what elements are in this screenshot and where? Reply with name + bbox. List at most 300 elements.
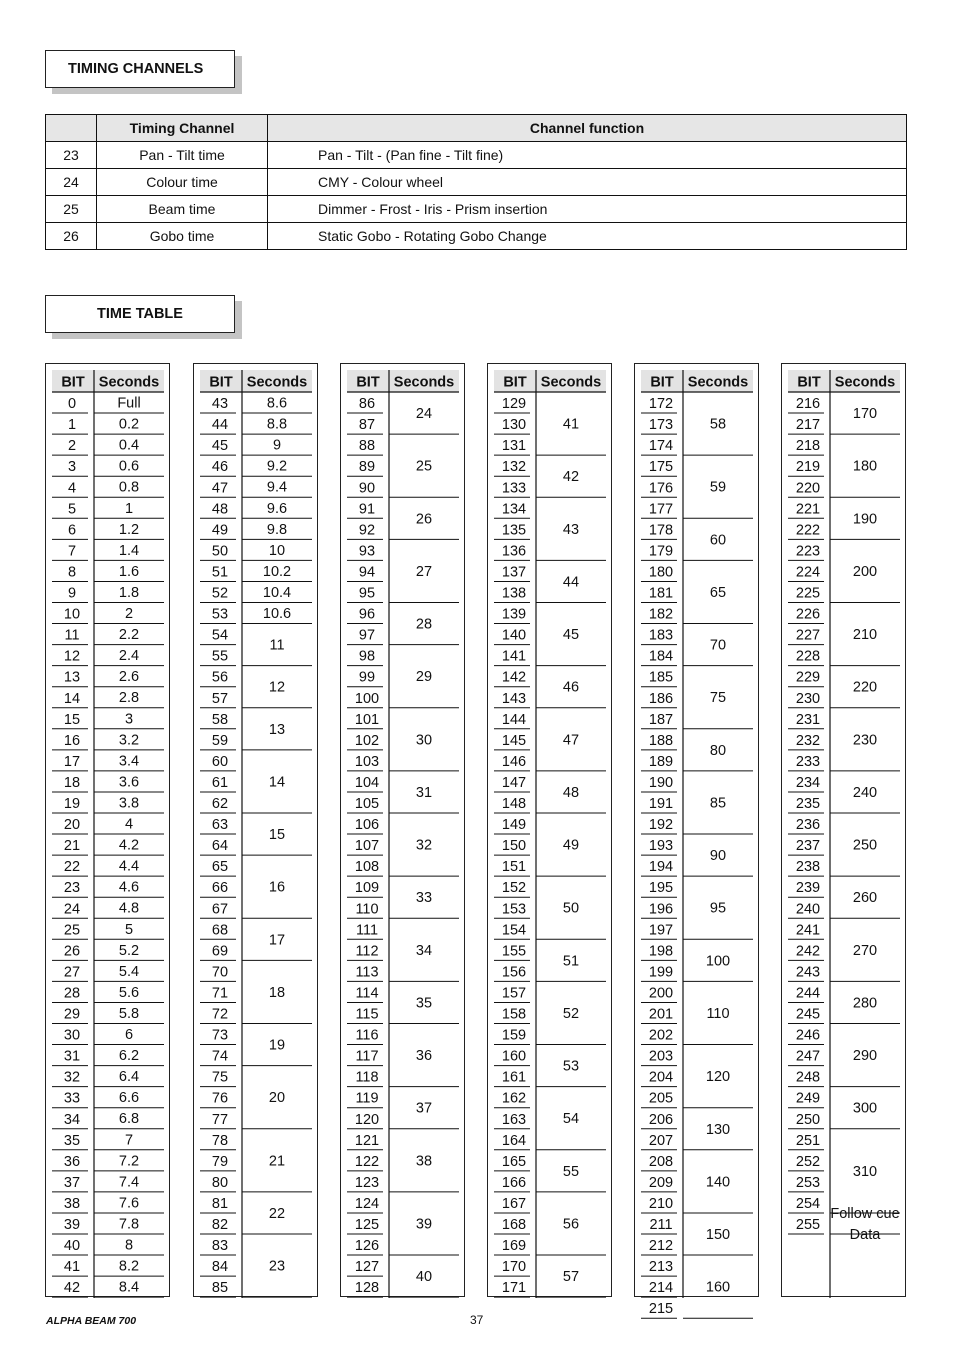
seconds-value: 59 — [709, 479, 727, 496]
bit-value: 114 — [355, 985, 379, 1002]
bit-value: 65 — [211, 859, 229, 876]
seconds-value: 32 — [415, 837, 433, 854]
seconds-value: 18 — [268, 984, 286, 1001]
seconds-value: 31 — [415, 784, 433, 801]
seconds-value: 10.6 — [262, 606, 292, 623]
bit-value: 222 — [795, 522, 821, 539]
bit-value: 82 — [211, 1217, 229, 1233]
seconds-value: 1.6 — [118, 563, 140, 580]
bit-value: 13 — [63, 669, 81, 686]
bit-value: 165 — [501, 1153, 527, 1170]
bit-value: 24 — [63, 901, 81, 918]
seconds-value: 46 — [562, 679, 580, 696]
bit-value: 136 — [501, 543, 527, 560]
bit-value: 92 — [358, 522, 376, 539]
time-table-svg — [194, 364, 319, 1298]
bit-value: 173 — [648, 417, 674, 434]
bit-value: 156 — [501, 964, 527, 981]
bit-value: 108 — [354, 859, 380, 876]
time-table-column-5 — [634, 363, 759, 1318]
table-row — [46, 223, 907, 250]
bit-value: 200 — [648, 985, 674, 1002]
seconds-value: 37 — [415, 1100, 433, 1117]
time-table-column-1 — [45, 363, 170, 1297]
bit-value: 183 — [648, 627, 674, 644]
seconds-value: 24 — [415, 406, 433, 423]
seconds-value: 210 — [852, 627, 878, 644]
timing-channel: Gobo time — [97, 223, 268, 250]
bit-value: 54 — [211, 627, 229, 644]
bit-value: 102 — [354, 732, 380, 749]
seconds-value: 12 — [268, 679, 286, 696]
bit-value: 95 — [358, 585, 376, 602]
bit-value: 7 — [67, 543, 77, 560]
bit-value: 85 — [211, 1280, 229, 1297]
bit-value: 216 — [795, 396, 821, 413]
seconds-value: 57 — [562, 1269, 580, 1286]
seconds-value: 36 — [415, 1048, 433, 1065]
bit-value: 90 — [358, 480, 376, 497]
bit-value: 161 — [501, 1069, 527, 1086]
bit-value: 123 — [354, 1174, 380, 1191]
seconds-value: 50 — [562, 900, 580, 917]
bit-value: 250 — [795, 1111, 821, 1128]
seconds-value: 7.2 — [118, 1153, 140, 1170]
seconds-value: 1 — [124, 500, 134, 517]
time-table-svg — [488, 364, 613, 1298]
header-bit: BIT — [650, 374, 674, 391]
seconds-value: 130 — [705, 1121, 731, 1138]
bit-value: 189 — [648, 753, 674, 770]
bit-value: 37 — [63, 1174, 81, 1191]
bit-value: 239 — [795, 880, 821, 897]
bit-value: 20 — [63, 817, 81, 834]
seconds-value: 4.8 — [118, 900, 140, 917]
seconds-value: 3.6 — [118, 774, 140, 791]
seconds-value: 6.4 — [118, 1069, 140, 1086]
seconds-value: 9.8 — [266, 521, 288, 538]
timing-channels-table — [45, 114, 907, 250]
bit-value: 193 — [648, 838, 674, 855]
seconds-value: 310 — [852, 1163, 878, 1180]
bit-value: 72 — [211, 1006, 229, 1023]
header-seconds: Seconds — [246, 374, 308, 391]
bit-value: 242 — [795, 943, 821, 960]
bit-value: 130 — [501, 417, 527, 434]
bit-value: 141 — [501, 648, 527, 665]
seconds-value: 290 — [852, 1048, 878, 1065]
bit-value: 149 — [501, 817, 527, 834]
bit-value: 31 — [63, 1048, 81, 1065]
bit-value: 205 — [648, 1090, 674, 1107]
seconds-value: 10 — [268, 542, 286, 559]
bit-value: 107 — [354, 838, 380, 855]
bit-value: 190 — [648, 774, 674, 791]
bit-value: 184 — [648, 648, 674, 665]
seconds-value: 20 — [268, 1090, 286, 1107]
channel-number: 25 — [46, 196, 97, 223]
bit-value: 78 — [211, 1132, 229, 1149]
bit-value: 117 — [355, 1048, 379, 1065]
seconds-value: Full — [117, 395, 141, 412]
bit-value: 159 — [501, 1027, 527, 1044]
header-seconds: Seconds — [393, 374, 455, 391]
bit-value: 232 — [795, 732, 821, 749]
seconds-value: 95 — [709, 900, 727, 917]
bit-value: 14 — [63, 690, 81, 707]
bit-value: 19 — [63, 796, 81, 812]
seconds-value: 5 — [124, 921, 134, 938]
header-timing-channel: Timing Channel — [97, 115, 268, 142]
bit-value: 60 — [211, 753, 229, 770]
seconds-value: 75 — [709, 690, 727, 707]
bit-value: 241 — [795, 922, 821, 939]
seconds-value: 8.8 — [266, 416, 288, 433]
bit-value: 198 — [648, 943, 674, 960]
bit-value: 144 — [501, 711, 527, 728]
seconds-value: 7 — [124, 1132, 134, 1149]
seconds-value: 9 — [272, 437, 282, 454]
header-channel-number — [46, 115, 97, 142]
bit-value: 218 — [795, 438, 821, 455]
seconds-value: Data — [849, 1227, 881, 1243]
bit-value: 177 — [648, 501, 674, 518]
seconds-value: 14 — [268, 774, 286, 791]
bit-value: 10 — [63, 606, 81, 623]
bit-value: 226 — [795, 606, 821, 623]
bit-value: 66 — [211, 880, 229, 897]
table-row — [46, 196, 907, 223]
seconds-value: 45 — [562, 627, 580, 644]
bit-value: 137 — [501, 564, 527, 581]
bit-value: 8 — [67, 564, 77, 581]
seconds-value: 7.4 — [118, 1174, 140, 1191]
seconds-value: 4 — [124, 816, 134, 833]
seconds-value: 2 — [124, 606, 134, 623]
bit-value: 160 — [501, 1048, 527, 1065]
bit-value: 55 — [211, 648, 229, 665]
seconds-value: 56 — [562, 1216, 580, 1233]
header-seconds: Seconds — [687, 374, 749, 391]
seconds-value: 6.8 — [118, 1111, 140, 1128]
bit-value: 44 — [211, 417, 229, 434]
bit-value: 112 — [355, 943, 379, 960]
seconds-value: 2.6 — [118, 669, 140, 686]
bit-value: 116 — [355, 1027, 379, 1044]
bit-value: 252 — [795, 1153, 821, 1170]
bit-value: 30 — [63, 1027, 81, 1044]
header-channel-function: Channel function — [268, 115, 907, 142]
bit-value: 115 — [355, 1006, 379, 1023]
seconds-value: 260 — [852, 890, 878, 907]
bit-value: 194 — [648, 859, 674, 876]
seconds-value: 42 — [562, 469, 580, 486]
bit-value: 104 — [354, 774, 380, 791]
header-bit: BIT — [61, 374, 85, 391]
seconds-value: 170 — [852, 406, 878, 423]
bit-value: 0 — [67, 396, 77, 413]
bit-value: 210 — [648, 1195, 674, 1212]
seconds-value: 8.6 — [266, 395, 288, 412]
seconds-value: 52 — [562, 1005, 580, 1022]
bit-value: 80 — [211, 1174, 229, 1191]
bit-value: 233 — [795, 753, 821, 770]
bit-value: 224 — [795, 564, 821, 581]
bit-value: 140 — [501, 627, 527, 644]
bit-value: 247 — [795, 1048, 821, 1065]
seconds-value: 55 — [562, 1163, 580, 1180]
channel-function: CMY - Colour wheel — [268, 169, 907, 196]
seconds-value: 1.2 — [118, 521, 140, 538]
bit-value: 94 — [358, 564, 376, 581]
bit-value: 129 — [501, 396, 527, 413]
seconds-value: 2.2 — [118, 627, 140, 644]
seconds-value: 11 — [269, 637, 285, 654]
bit-value: 174 — [648, 438, 674, 455]
bit-value: 154 — [501, 922, 527, 939]
seconds-value: 150 — [705, 1227, 731, 1243]
bit-value: 246 — [795, 1027, 821, 1044]
seconds-value: 39 — [415, 1216, 433, 1233]
seconds-value: 58 — [709, 416, 727, 433]
seconds-value: 230 — [852, 732, 878, 749]
bit-value: 228 — [795, 648, 821, 665]
time-table-label: TIME TABLE — [45, 295, 235, 333]
seconds-value: 0.6 — [118, 458, 140, 475]
bit-value: 87 — [358, 417, 376, 434]
seconds-value: 4.4 — [118, 858, 140, 875]
timing-channel: Colour time — [97, 169, 268, 196]
seconds-value: 8 — [124, 1237, 134, 1254]
seconds-value: 120 — [705, 1069, 731, 1086]
bit-value: 119 — [355, 1090, 379, 1107]
bit-value: 74 — [211, 1048, 229, 1065]
bit-value: 238 — [795, 859, 821, 876]
bit-value: 251 — [795, 1132, 821, 1149]
seconds-value: 7.8 — [118, 1216, 140, 1233]
seconds-value: 13 — [268, 721, 286, 738]
seconds-value: 0.4 — [118, 437, 140, 454]
bit-value: 199 — [648, 964, 674, 981]
seconds-value: 10.2 — [262, 563, 292, 580]
bit-value: 4 — [67, 480, 77, 497]
seconds-value: 160 — [705, 1279, 731, 1296]
seconds-value: 44 — [562, 574, 580, 591]
bit-value: 164 — [501, 1132, 527, 1149]
table-row — [46, 142, 907, 169]
seconds-value: 8.2 — [118, 1258, 140, 1275]
bit-value: 101 — [354, 711, 380, 728]
seconds-value: 110 — [706, 1005, 730, 1022]
bit-value: 244 — [795, 985, 821, 1002]
header-bit: BIT — [797, 374, 821, 391]
bit-value: 133 — [501, 480, 527, 497]
bit-value: 105 — [354, 796, 380, 812]
seconds-value: 2.8 — [118, 690, 140, 707]
bit-value: 254 — [795, 1195, 821, 1212]
time-table-column-2 — [193, 363, 318, 1297]
bit-value: 243 — [795, 964, 821, 981]
bit-value: 51 — [211, 564, 229, 581]
bit-value: 147 — [501, 774, 527, 791]
seconds-value: 7.6 — [118, 1195, 140, 1212]
bit-value: 181 — [648, 585, 674, 602]
seconds-value: 190 — [852, 511, 878, 528]
bit-value: 32 — [63, 1069, 81, 1086]
time-table-svg — [46, 364, 171, 1298]
bit-value: 146 — [501, 753, 527, 770]
bit-value: 150 — [501, 838, 527, 855]
channel-function: Dimmer - Frost - Iris - Prism insertion — [268, 196, 907, 223]
bit-value: 170 — [501, 1259, 527, 1276]
bit-value: 120 — [354, 1111, 380, 1128]
bit-value: 70 — [211, 964, 229, 981]
seconds-value: 9.4 — [266, 479, 288, 496]
bit-value: 152 — [501, 880, 527, 897]
bit-value: 100 — [354, 690, 380, 707]
bit-value: 204 — [648, 1069, 674, 1086]
seconds-value: Follow cue — [830, 1205, 900, 1222]
bit-value: 234 — [795, 774, 821, 791]
bit-value: 217 — [795, 417, 821, 434]
bit-value: 214 — [648, 1280, 674, 1297]
seconds-value: 10.4 — [262, 584, 292, 601]
seconds-value: 250 — [852, 837, 878, 854]
seconds-value: 22 — [268, 1205, 286, 1222]
seconds-value: 0.2 — [118, 416, 140, 433]
seconds-value: 15 — [268, 827, 286, 844]
bit-value: 162 — [501, 1090, 527, 1107]
bit-value: 49 — [211, 522, 229, 539]
bit-value: 195 — [648, 880, 674, 897]
seconds-value: 5.8 — [118, 1005, 140, 1022]
bit-value: 172 — [648, 396, 674, 413]
seconds-value: 5.6 — [118, 984, 140, 1001]
seconds-value: 54 — [562, 1111, 580, 1128]
seconds-value: 70 — [709, 637, 727, 654]
timing-channels-label: TIMING CHANNELS — [45, 50, 235, 88]
bit-value: 42 — [63, 1280, 81, 1297]
seconds-value: 35 — [415, 995, 433, 1012]
seconds-value: 0.8 — [118, 479, 140, 496]
bit-value: 124 — [354, 1195, 380, 1212]
bit-value: 110 — [355, 901, 379, 918]
seconds-value: 3.2 — [118, 732, 140, 749]
bit-value: 113 — [355, 964, 379, 981]
bit-value: 98 — [358, 648, 376, 665]
bit-value: 17 — [63, 753, 81, 770]
bit-value: 109 — [354, 880, 380, 897]
channel-function: Static Gobo - Rotating Gobo Change — [268, 223, 907, 250]
seconds-value: 33 — [415, 890, 433, 907]
bit-value: 132 — [501, 459, 527, 476]
bit-value: 143 — [501, 690, 527, 707]
bit-value: 122 — [354, 1153, 380, 1170]
time-table-svg — [782, 364, 907, 1298]
channel-number: 23 — [46, 142, 97, 169]
seconds-value: 19 — [268, 1037, 286, 1054]
channel-number: 24 — [46, 169, 97, 196]
bit-value: 88 — [358, 438, 376, 455]
bit-value: 73 — [211, 1027, 229, 1044]
product-name: ALPHA BEAM 700 — [46, 1315, 137, 1327]
bit-value: 16 — [63, 732, 81, 749]
bit-value: 182 — [648, 606, 674, 623]
bit-value: 84 — [211, 1259, 229, 1276]
bit-value: 197 — [648, 922, 674, 939]
seconds-value: 6 — [124, 1027, 134, 1044]
bit-value: 91 — [358, 501, 376, 518]
bit-value: 126 — [354, 1238, 380, 1255]
seconds-value: 9.6 — [266, 500, 288, 517]
bit-value: 64 — [211, 838, 229, 855]
bit-value: 163 — [501, 1111, 527, 1128]
bit-value: 220 — [795, 480, 821, 497]
bit-value: 196 — [648, 901, 674, 918]
seconds-value: 85 — [709, 795, 727, 812]
bit-value: 86 — [358, 396, 376, 413]
seconds-value: 25 — [415, 458, 433, 475]
bit-value: 235 — [795, 796, 821, 812]
bit-value: 148 — [501, 796, 527, 812]
bit-value: 153 — [501, 901, 527, 918]
bit-value: 18 — [63, 774, 81, 791]
seconds-value: 51 — [562, 953, 580, 970]
bit-value: 79 — [211, 1153, 229, 1170]
bit-value: 28 — [63, 985, 81, 1002]
seconds-value: 80 — [709, 742, 727, 759]
bit-value: 187 — [648, 711, 674, 728]
bit-value: 111 — [355, 922, 379, 939]
bit-value: 209 — [648, 1174, 674, 1191]
channel-number: 26 — [46, 223, 97, 250]
channel-function: Pan - Tilt - (Pan fine - Tilt fine) — [268, 142, 907, 169]
bit-value: 253 — [795, 1174, 821, 1191]
bit-value: 155 — [501, 943, 527, 960]
bit-value: 236 — [795, 817, 821, 834]
bit-value: 245 — [795, 1006, 821, 1023]
table-header-row — [46, 115, 907, 142]
seconds-value: 240 — [852, 784, 878, 801]
bit-value: 208 — [648, 1153, 674, 1170]
seconds-value: 90 — [709, 848, 727, 865]
bit-value: 99 — [358, 669, 376, 686]
bit-value: 151 — [501, 859, 527, 876]
seconds-value: 6.2 — [118, 1048, 140, 1065]
header-bit: BIT — [356, 374, 380, 391]
bit-value: 34 — [63, 1111, 81, 1128]
bit-value: 75 — [211, 1069, 229, 1086]
bit-value: 142 — [501, 669, 527, 686]
header-bit: BIT — [209, 374, 233, 391]
bit-value: 221 — [795, 501, 821, 518]
bit-value: 192 — [648, 817, 674, 834]
bit-value: 3 — [67, 459, 77, 476]
bit-value: 223 — [795, 543, 821, 560]
bit-value: 176 — [648, 480, 674, 497]
seconds-value: 49 — [562, 837, 580, 854]
timing-channel: Pan - Tilt time — [97, 142, 268, 169]
bit-value: 68 — [211, 922, 229, 939]
bit-value: 69 — [211, 943, 229, 960]
bit-value: 48 — [211, 501, 229, 518]
bit-value: 134 — [501, 501, 527, 518]
bit-value: 97 — [358, 627, 376, 644]
bit-value: 128 — [354, 1280, 380, 1297]
bit-value: 43 — [211, 396, 229, 413]
bit-value: 93 — [358, 543, 376, 560]
time-table-svg — [341, 364, 466, 1298]
